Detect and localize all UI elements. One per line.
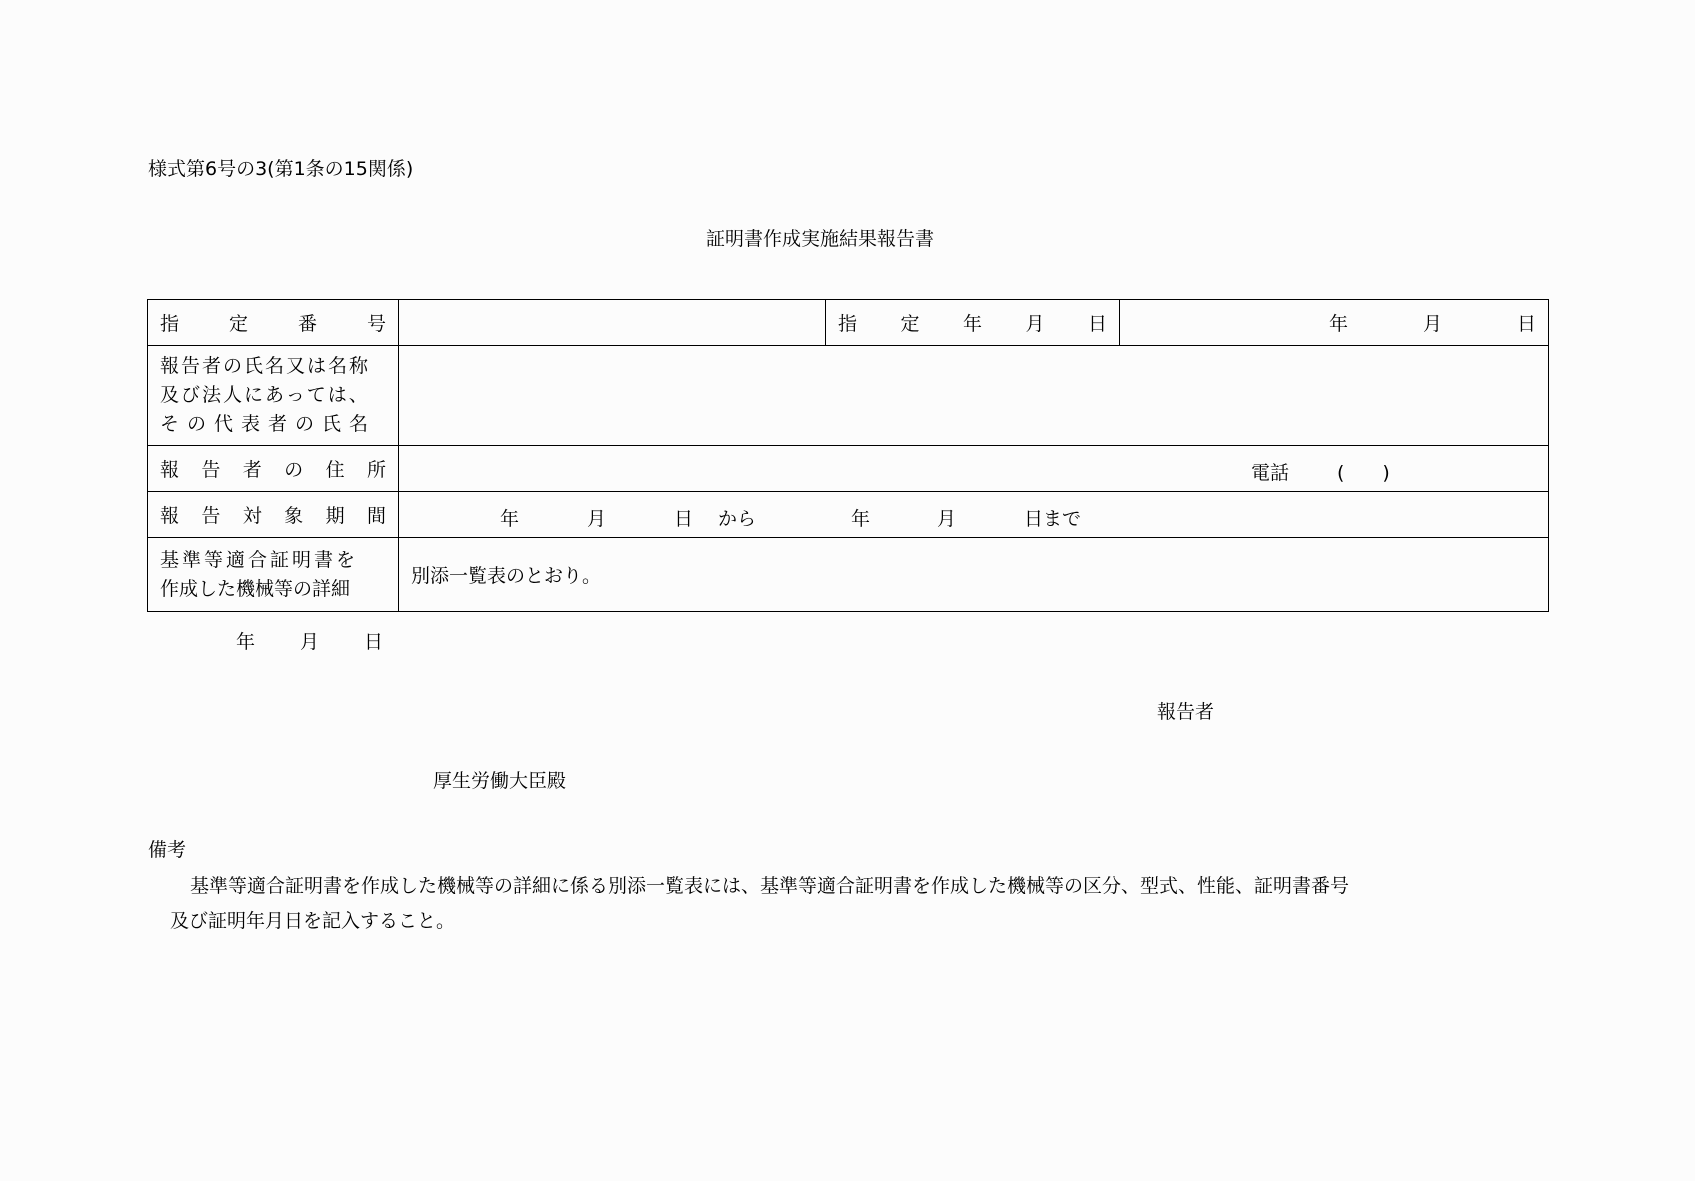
label-char: 告	[201, 459, 221, 481]
reporter-name-field[interactable]	[399, 346, 1549, 446]
details-label	[148, 538, 399, 612]
reporter-name-row	[148, 346, 1549, 446]
addressee: 厚生労働大臣殿	[433, 770, 567, 792]
label-char: 号	[366, 313, 386, 335]
report-form-table	[147, 299, 1549, 612]
label-char: 番	[297, 313, 317, 335]
label-char: 象	[284, 505, 304, 527]
document-title: 証明書作成実施結果報告書	[706, 228, 935, 250]
label-char: 定	[228, 313, 248, 335]
notes-line: 基準等適合証明書を作成した機械等の詳細に係る別添一覧表には、基準等適合証明書を作成した機械等の区分、型式、性能、証明書番号	[190, 875, 1350, 897]
designation-date-field[interactable]	[1120, 300, 1549, 346]
label-char: 者	[242, 459, 262, 481]
reporter-name-label	[148, 346, 399, 446]
label-line: その代表者の氏名	[160, 413, 377, 435]
label-char: 対	[242, 505, 262, 527]
label-char: 報	[160, 505, 180, 527]
to-month-label: 月	[937, 508, 957, 530]
label-char: 年	[962, 313, 982, 335]
label-char: 期	[325, 505, 345, 527]
reporter-address-row	[148, 446, 1549, 492]
label-char: 指	[838, 313, 858, 335]
label-char: 指	[160, 313, 180, 335]
label-char: の	[284, 459, 304, 481]
day-label: 日	[1516, 313, 1536, 335]
notes-body	[170, 869, 1560, 939]
label-char: 住	[325, 459, 345, 481]
label-char: 所	[366, 459, 386, 481]
year-label: 年	[1328, 313, 1348, 335]
label-char: 日	[1087, 313, 1107, 335]
month-label: 月	[300, 631, 320, 653]
reporter-address-label	[148, 446, 399, 492]
report-period-field[interactable]	[399, 492, 1549, 538]
month-label: 月	[1422, 313, 1442, 335]
designation-number-label	[148, 300, 399, 346]
label-line: 及び法人にあっては、	[160, 384, 370, 406]
label-char: 報	[160, 459, 180, 481]
to-day-suffix: 日まで	[1024, 508, 1082, 530]
from-month-label: 月	[587, 508, 607, 530]
label-char: 間	[366, 505, 386, 527]
reporter-label: 報告者	[1157, 701, 1215, 723]
from-suffix: から	[718, 508, 757, 530]
day-label: 日	[364, 631, 384, 653]
details-field[interactable]: 別添一覧表のとおり。	[399, 538, 1549, 612]
from-day-label: 日	[674, 508, 694, 530]
label-line: 作成した機械等の詳細	[160, 577, 351, 600]
form-number-label: 様式第6号の3(第1条の15関係)	[148, 158, 414, 180]
report-date	[236, 627, 383, 654]
designation-number-field[interactable]	[399, 300, 826, 346]
designation-row	[148, 300, 1549, 346]
report-period-row	[148, 492, 1549, 538]
phone-field[interactable]: ( )	[1337, 462, 1390, 484]
label-line: 報告者の氏名又は名称	[160, 355, 371, 377]
phone-label: 電話	[1251, 462, 1290, 484]
notes-line: 及び証明年月日を記入すること。	[170, 910, 456, 932]
label-char: 告	[201, 505, 221, 527]
notes-heading: 備考	[148, 839, 187, 861]
to-year-label: 年	[851, 508, 871, 530]
report-period-label	[148, 492, 399, 538]
label-line: 基準等適合証明書を	[160, 548, 359, 571]
designation-date-label	[826, 300, 1120, 346]
reporter-address-field[interactable]	[399, 446, 1549, 492]
details-row	[148, 538, 1549, 612]
label-char: 定	[900, 313, 920, 335]
from-year-label: 年	[500, 508, 520, 530]
label-char: 月	[1025, 313, 1045, 335]
year-label: 年	[236, 631, 256, 653]
